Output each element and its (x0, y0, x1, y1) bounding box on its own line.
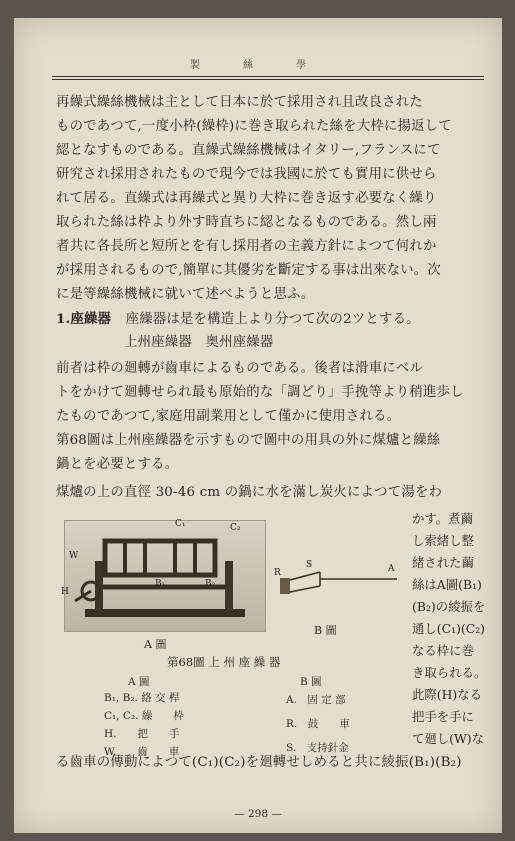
side-line: (B₂)の綾振を (412, 599, 486, 614)
label-b1: B₁ (155, 579, 166, 589)
body-line: 鍋とを必要とする。 (56, 457, 179, 472)
figure-b-diagram (272, 550, 407, 620)
side-line: 此際(H)なる (412, 687, 483, 702)
legend-b-item: R. 鼓 車 (286, 718, 350, 730)
side-line: き取られる。 (412, 665, 487, 680)
side-line: 把手を手に (412, 709, 474, 724)
body-line: 再繰式繰絲機械は主として日本に於て採用され且改良された (56, 95, 423, 110)
body-line: に是等繰絲機械に就いて述べようと思ふ。 (56, 287, 315, 302)
side-line: 絲はA圖(B₁) (412, 577, 482, 592)
running-header: 製 絲 學 (189, 60, 327, 71)
body-line: 綛となすものである。直繰式繰絲機械はイタリー,フランスにて (56, 143, 441, 158)
body-line: 者共に各長所と短所とを有し採用者の主義方針によつて何れか (56, 239, 437, 254)
legend-b-item: A. 固 定 部 (286, 694, 346, 706)
body-line: 研究され採用されたもので現今では我國に於ても實用に供せら (56, 167, 437, 182)
side-line: かす。煮繭 (412, 511, 473, 526)
side-line: て廻し(W)な (412, 731, 484, 746)
label-r: R (274, 568, 281, 578)
label-w: W (69, 551, 79, 561)
body-line: 第68圖は上州座繰器を示すもので圖中の用具の外に煤爐と繰絲 (56, 433, 441, 448)
side-line: し索緒し整 (412, 533, 474, 548)
section-intro: 座繰器は是を構造上より分つて次の2ツとする。 (125, 312, 420, 327)
section-types: 上州座繰器 奥州座繰器 (124, 335, 274, 350)
body-line: 煤爐の上の直徑 30-46 cm の鍋に水を滿し炭火によつて湯をわ (56, 485, 443, 500)
section-heading-line (56, 310, 420, 329)
legend-a-item: H. 把 手 (104, 728, 180, 740)
body-line: 取られた絲は枠より外す時直ちに綛となるものである。然し兩 (56, 215, 437, 230)
label-b2: B₂ (205, 579, 216, 589)
header-rule (52, 76, 484, 80)
body-line: れて居る。直繰式は再繰式と異り大枠に巻き返す必要なく繰り (56, 191, 437, 206)
figure-68 (52, 510, 412, 760)
caption-b: B 圖 (314, 624, 337, 637)
label-a: A (388, 564, 395, 574)
body-line: トをかけて廻轉せられ最も原始的な「調どり」手挽等より稍進歩し (56, 385, 464, 400)
body-line: たものであつて,家庭用副業用として僅かに使用される。 (56, 409, 401, 424)
book-page (14, 18, 502, 833)
page-number: — 298 — (234, 808, 282, 820)
label-c1: C₁ (175, 519, 186, 529)
body-line-last: る齒車の傳動によつて(C₁)(C₂)を廻轉せしめると共に綾振(B₁)(B₂) (56, 755, 462, 770)
body-line: 前者は枠の廻轉が齒車によるものである。後者は滑車にベル (56, 361, 423, 376)
legend-b-title: B 圖 (300, 676, 322, 688)
side-line: 緒された繭 (412, 555, 474, 570)
side-line: 通し(C₁)(C₂) (412, 621, 486, 636)
label-h: H (61, 587, 69, 597)
legend-a-title: A 圖 (128, 676, 150, 688)
side-line: なる枠に巻 (412, 643, 474, 658)
label-c2: C₂ (230, 523, 241, 533)
body-line: ものであつて,一度小枠(繰枠)に巻き取られた絲を大枠に揚返して (56, 119, 452, 134)
reeling-machine-illustration (65, 521, 265, 631)
caption-a: A 圖 (144, 638, 167, 651)
legend-b-item: S. 支持針金 (286, 742, 349, 754)
legend-a-item: W. 齒 車 (104, 746, 180, 758)
section-heading: 1.座繰器 (56, 311, 112, 327)
main-caption: 第68圖 上 州 座 繰 器 (167, 655, 281, 669)
legend-a-item: C₁, C₂. 繰 枠 (104, 710, 184, 722)
figure-a-photo (61, 519, 266, 632)
legend-a-item: B₁, B₂. 絡 交 桿 (104, 692, 180, 704)
label-s: S (306, 560, 313, 570)
body-line: が採用されるもので,簡單に其優劣を斷定する事は出來ない。次 (56, 263, 441, 278)
